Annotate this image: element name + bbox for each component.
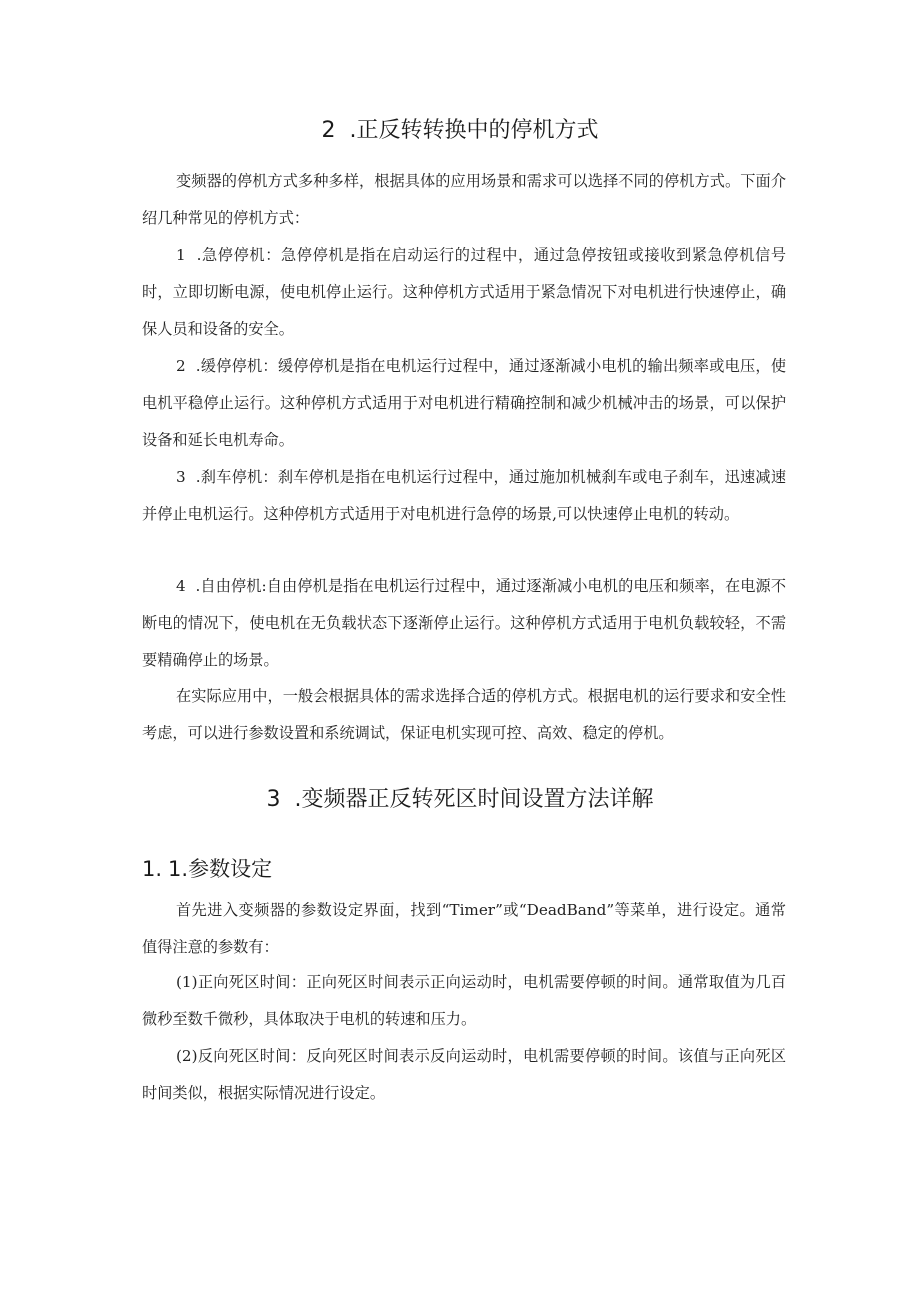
section-3-intro: 首先进入变频器的参数设定界面，找到“Timer”或“DeadBand”等菜单，进行设定。通常值得注意的参数有：: [142, 901, 786, 956]
stop-mode-item-4-number: 4: [176, 577, 186, 595]
stop-mode-item-3-number: 3: [176, 468, 186, 486]
stop-mode-item-1: [142, 237, 786, 348]
stop-mode-item-1-number: 1: [176, 246, 186, 264]
section-3-heading: [0, 782, 920, 813]
deadtime-item-1: [142, 964, 786, 1038]
stop-mode-item-3: [142, 459, 786, 533]
stop-mode-item-4: [142, 568, 786, 679]
deadtime-item-2-number: (2): [176, 1047, 198, 1065]
subsection-1-heading: [142, 853, 272, 883]
stop-mode-item-4-text: .自由停机:自由停机是指在电机运行过程中，通过逐渐减小电机的电压和频率，在电源不断电的情况下，使电机在无负载状态下逐渐停止运行。这种停机方式适用于电机负载较轻，不需要精确停止的场景。: [142, 577, 787, 669]
section-2-heading: [0, 113, 920, 144]
subsection-1-title: 1.参数设定: [168, 857, 273, 881]
deadtime-item-1-text: 正向死区时间：正向死区时间表示正向运动时，电机需要停顿的时间。通常取值为几百微秒至数千微秒，具体取决于电机的转速和压力。: [142, 973, 786, 1028]
subsection-1-number: 1.: [142, 857, 163, 881]
stop-mode-item-3-text: .刹车停机：刹车停机是指在电机运行过程中，通过施加机械刹车或电子刹车，迅速减速并停止电机运行。这种停机方式适用于对电机进行急停的场景,可以快速停止电机的转动。: [142, 468, 787, 523]
section-2-conclusion: 在实际应用中，一般会根据具体的需求选择合适的停机方式。根据电机的运行要求和安全性考虑，可以进行参数设置和系统调试，保证电机实现可控、高效、稳定的停机。: [142, 687, 786, 742]
deadtime-item-1-number: (1): [176, 973, 198, 991]
section-3-number: 3: [266, 787, 281, 812]
section-2-title: .正反转转换中的停机方式: [349, 118, 599, 143]
section-2-number: 2: [321, 118, 336, 143]
deadtime-item-2: [142, 1038, 786, 1112]
section-2-intro: 变频器的停机方式多种多样，根据具体的应用场景和需求可以选择不同的停机方式。下面介绍几种常见的停机方式：: [142, 172, 786, 227]
deadtime-item-2-text: 反向死区时间：反向死区时间表示反向运动时，电机需要停顿的时间。该值与正向死区时间类似，根据实际情况进行设定。: [142, 1047, 786, 1102]
stop-mode-item-2-number: 2: [176, 357, 186, 375]
stop-mode-item-2-text: .缓停停机：缓停停机是指在电机运行过程中，通过逐渐减小电机的输出频率或电压，使电机平稳停止运行。这种停机方式适用于对电机进行精确控制和减少机械冲击的场景，可以保护设备和延长电机寿命。: [142, 357, 787, 449]
stop-mode-item-1-text: .急停停机：急停停机是指在启动运行的过程中，通过急停按钮或接收到紧急停机信号时，立即切断电源，使电机停止运行。这种停机方式适用于紧急情况下对电机进行快速停止，确保人员和设备的安全。: [142, 246, 787, 338]
stop-mode-item-2: [142, 348, 786, 459]
section-3-title: .变频器正反转死区时间设置方法详解: [294, 787, 654, 812]
